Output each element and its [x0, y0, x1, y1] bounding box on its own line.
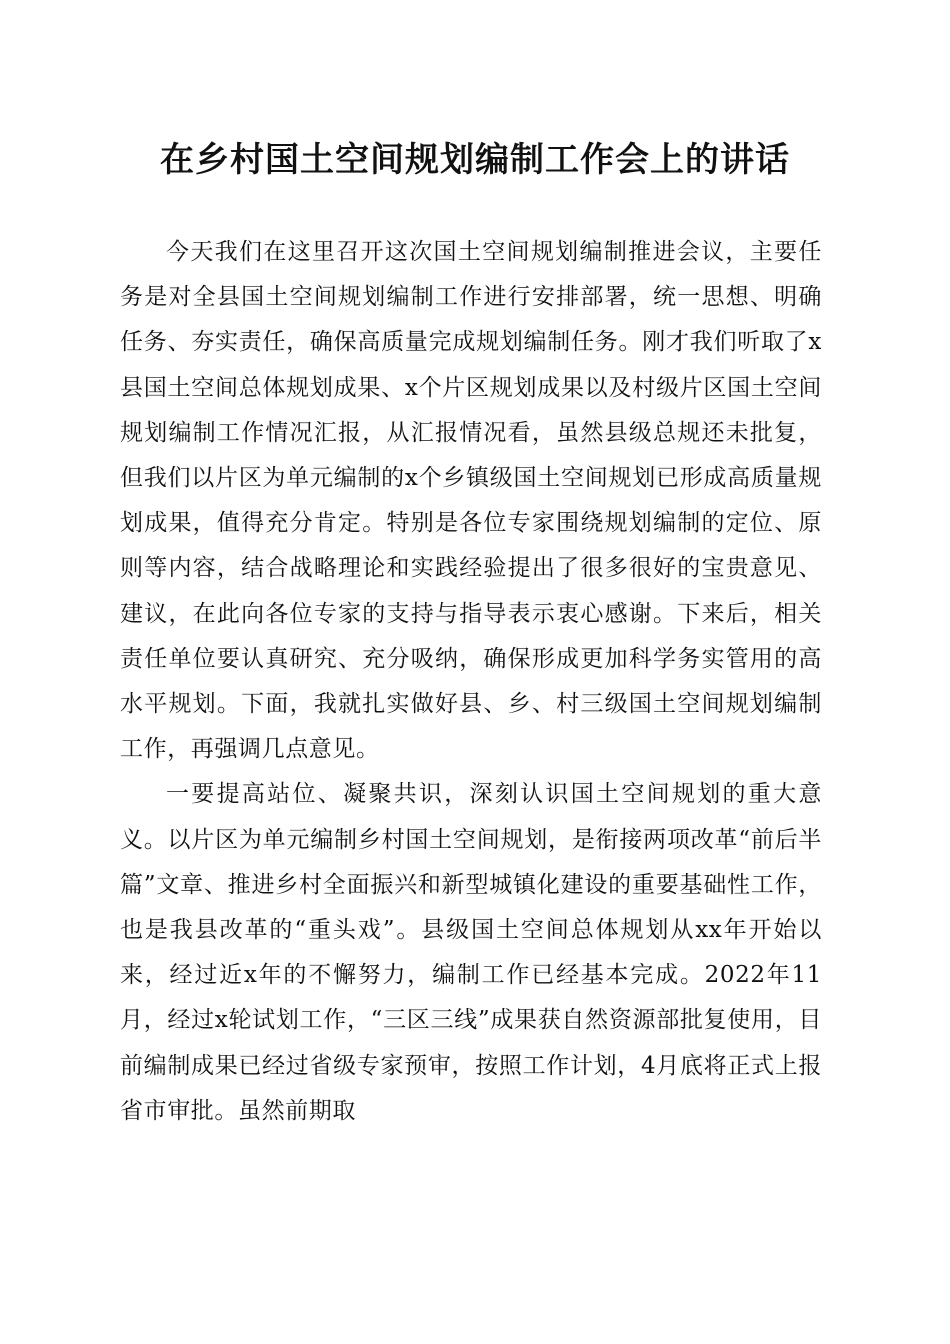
document-body	[120, 230, 822, 1134]
document-title: 在乡村国土空间规划编制工作会上的讲话	[160, 140, 790, 180]
paragraph-opening: 今天我们在这里召开这次国土空间规划编制推进会议，主要任务是对全县国土空间规划编制工作进行安排部署，统一思想、明确任务、夯实责任，确保高质量完成规划编制任务。刚才我们听取了x县国土空间总体规划成果、x个片区规划成果以及村级片区国土空间规划编制工作情况汇报，从汇报情况看，虽然县级总规还未批复，但我们以片区为单元编制的x个乡镇级国土空间规划已形成高质量规划成果，值得充分肯定。特别是各位专家围绕规划编制的定位、原则等内容，结合战略理论和实践经验提出了很多很好的宝贵意见、建议，在此向各位专家的支持与指导表示衷心感谢。下来后，相关责任单位要认真研究、充分吸纳，确保形成更加科学务实管用的高水平规划。下面，我就扎实做好县、乡、村三级国土空间规划编制工作，再强调几点意见。	[120, 239, 822, 763]
paragraph-point-one: 一要提高站位、凝聚共识，深刻认识国土空间规划的重大意义。以片区为单元编制乡村国土空间规划，是衔接两项改革“前后半篇”文章、推进乡村全面振兴和新型城镇化建设的重要基础性工作，也是我县改革的“重头戏”。县级国土空间总体规划从xx年开始以来，经过近x年的不懈努力，编制工作已经基本完成。2022年11月，经过x轮试划工作，“三区三线”成果获自然资源部批复使用，目前编制成果已经过省级专家预审，按照工作计划，4月底将正式上报省市审批。虽然前期取	[120, 781, 822, 1124]
